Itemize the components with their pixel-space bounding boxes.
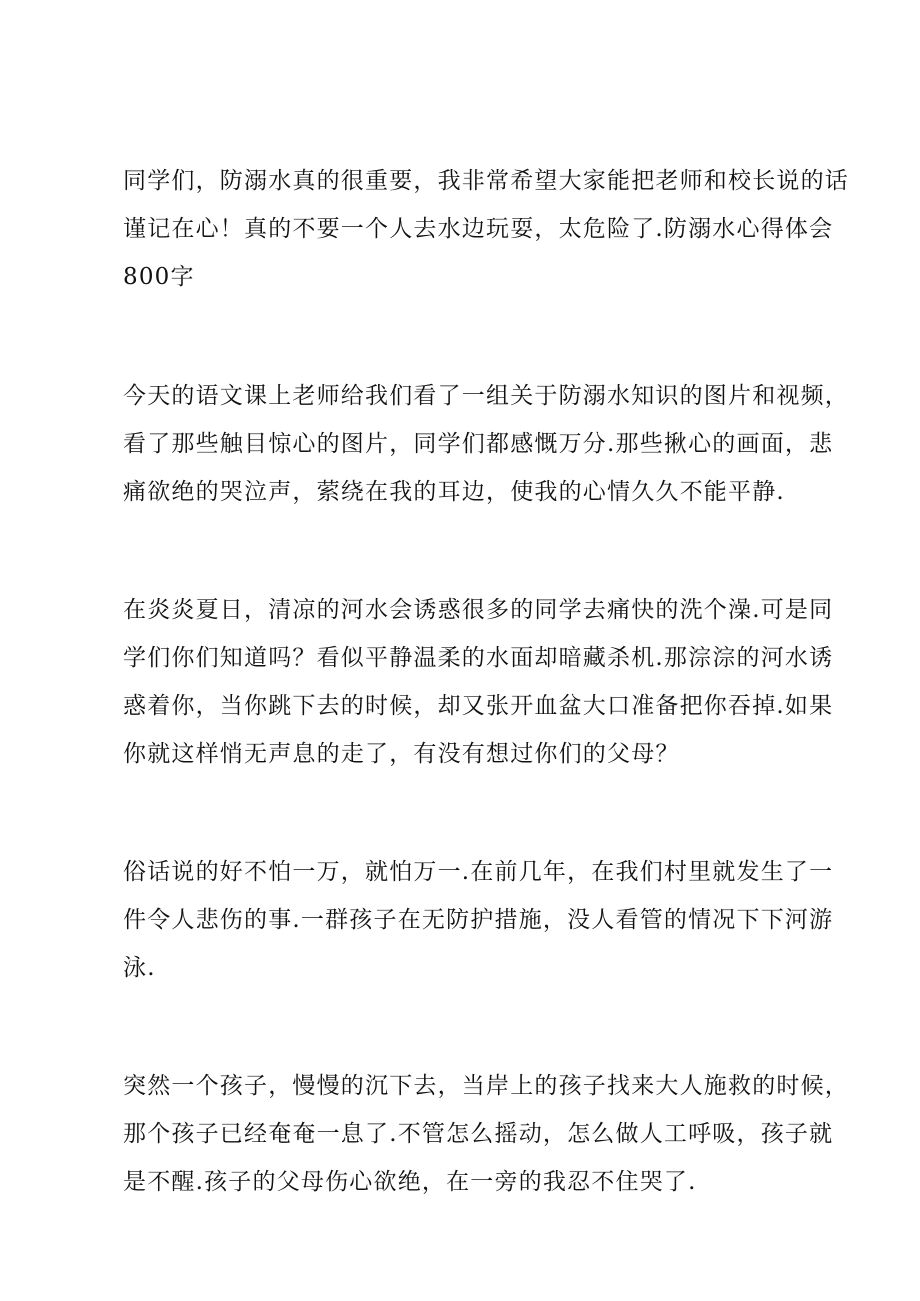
paragraph-line: 惑着你，当你跳下去的时候，却又张开血盆大口准备把你吞掉.如果 bbox=[123, 693, 834, 719]
paragraph-line: 突然一个孩子，慢慢的沉下去，当岸上的孩子找来大人施救的时候， bbox=[123, 1073, 849, 1099]
paragraph-line: 泳. bbox=[123, 955, 156, 981]
paragraph-line: 同学们，防溺水真的很重要，我非常希望大家能把老师和校长说的话 bbox=[123, 168, 849, 194]
document-body bbox=[123, 157, 849, 1206]
paragraph-line: 在炎炎夏日，清凉的河水会诱惑很多的同学去痛快的洗个澡.可是同 bbox=[123, 597, 834, 623]
paragraph-line: 今天的语文课上老师给我们看了一组关于防溺水知识的图片和视频， bbox=[123, 383, 849, 409]
paragraph-2 bbox=[123, 372, 849, 516]
paragraph-line: 是不醒.孩子的父母伤心欲绝，在一旁的我忍不住哭了. bbox=[123, 1169, 697, 1195]
paragraph-line: 件令人悲伤的事.一群孩子在无防护措施，没人看管的情况下下河游 bbox=[123, 907, 834, 933]
paragraph-line: 看了那些触目惊心的图片，同学们都感慨万分.那些揪心的画面，悲 bbox=[123, 431, 834, 457]
paragraph-1 bbox=[123, 157, 849, 301]
paragraph-line: 谨记在心！真的不要一个人去水边玩耍，太危险了.防溺水心得体会 bbox=[123, 216, 834, 242]
paragraph-3 bbox=[123, 586, 834, 778]
paragraph-4 bbox=[123, 848, 834, 992]
paragraph-line: 痛欲绝的哭泣声，萦绕在我的耳边，使我的心情久久不能平静. bbox=[123, 479, 785, 505]
paragraph-line: 学们你们知道吗？看似平静温柔的水面却暗藏杀机.那淙淙的河水诱 bbox=[123, 645, 834, 671]
paragraph-5 bbox=[123, 1062, 849, 1206]
paragraph-line: 800字 bbox=[123, 264, 195, 290]
paragraph-line: 那个孩子已经奄奄一息了.不管怎么摇动，怎么做人工呼吸，孩子就 bbox=[123, 1121, 834, 1147]
paragraph-line: 你就这样悄无声息的走了，有没有想过你们的父母？ bbox=[123, 741, 680, 767]
paragraph-line: 俗话说的好不怕一万，就怕万一.在前几年，在我们村里就发生了一 bbox=[123, 859, 834, 885]
